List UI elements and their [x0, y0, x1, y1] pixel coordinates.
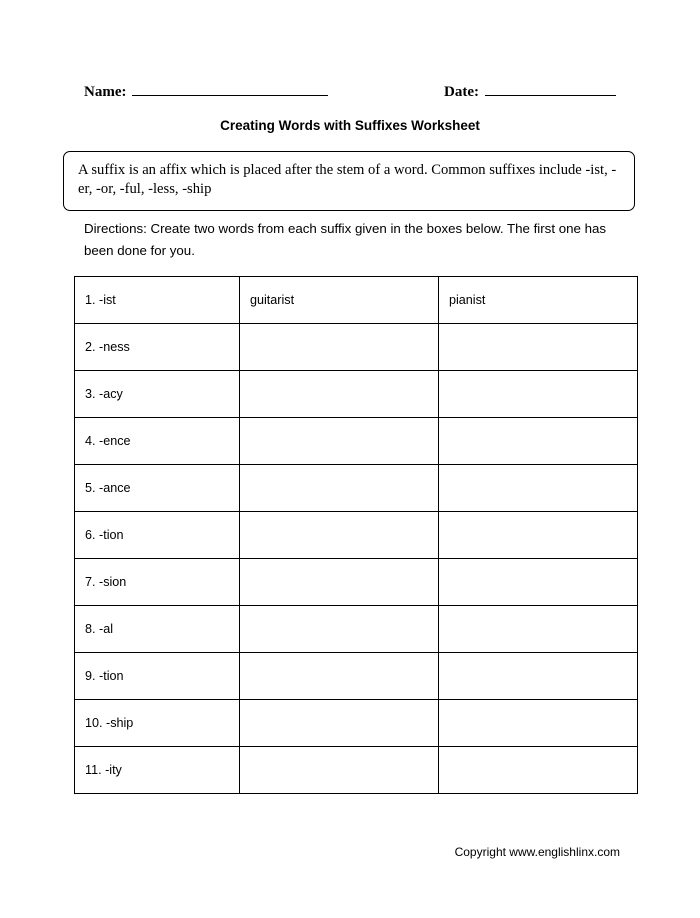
word-cell-1[interactable] — [239, 700, 438, 747]
word-cell-2[interactable] — [438, 512, 637, 559]
suffix-cell: 9. -tion — [75, 653, 240, 700]
name-label: Name: — [84, 84, 127, 100]
table-row — [75, 418, 638, 465]
suffix-cell: 4. -ence — [75, 418, 240, 465]
table-row — [75, 747, 638, 794]
date-blank-line[interactable] — [485, 94, 616, 96]
suffix-cell: 1. -ist — [75, 277, 240, 324]
word-cell-2[interactable] — [438, 653, 637, 700]
word-cell-1[interactable] — [239, 465, 438, 512]
directions-text: Directions: Create two words from each suffix given in the boxes below. The first one has been done for you. — [84, 221, 607, 258]
copyright-notice: Copyright www.englishlinx.com — [454, 845, 620, 859]
table-row — [75, 700, 638, 747]
suffix-cell: 7. -sion — [75, 559, 240, 606]
suffix-cell: 10. -ship — [75, 700, 240, 747]
suffix-cell: 11. -ity — [75, 747, 240, 794]
suffix-table — [74, 276, 638, 794]
table-row — [75, 277, 638, 324]
word-cell-2[interactable] — [438, 324, 637, 371]
word-cell-2[interactable] — [438, 559, 637, 606]
suffix-cell: 3. -acy — [75, 371, 240, 418]
table-row — [75, 324, 638, 371]
table-row — [75, 512, 638, 559]
word-cell-1[interactable] — [239, 653, 438, 700]
table-row — [75, 371, 638, 418]
suffix-cell: 8. -al — [75, 606, 240, 653]
word-cell-1[interactable] — [239, 606, 438, 653]
name-date-row — [84, 84, 616, 101]
word-cell-1[interactable] — [239, 747, 438, 794]
name-blank-line[interactable] — [132, 94, 328, 96]
word-cell-1[interactable] — [239, 418, 438, 465]
word-cell-1[interactable] — [239, 324, 438, 371]
suffix-cell: 5. -ance — [75, 465, 240, 512]
word-cell-2[interactable] — [438, 465, 637, 512]
word-cell-2[interactable] — [438, 371, 637, 418]
word-cell-1[interactable] — [239, 512, 438, 559]
table-row — [75, 606, 638, 653]
word-cell-1[interactable] — [239, 371, 438, 418]
definition-box: A suffix is an affix which is placed after the stem of a word. Common suffixes include -ist, -er, -or, -ful, -less, -ship — [63, 151, 635, 211]
word-cell-2[interactable] — [438, 418, 637, 465]
word-cell-2[interactable] — [438, 700, 637, 747]
word-cell-2[interactable]: pianist — [438, 277, 637, 324]
word-cell-1[interactable] — [239, 559, 438, 606]
table-row — [75, 465, 638, 512]
date-label: Date: — [444, 84, 479, 100]
name-group — [84, 84, 328, 101]
date-group — [444, 84, 616, 101]
word-cell-1[interactable]: guitarist — [239, 277, 438, 324]
table-row — [75, 559, 638, 606]
word-cell-2[interactable] — [438, 747, 637, 794]
suffix-cell: 6. -tion — [75, 512, 240, 559]
table-row — [75, 653, 638, 700]
page-title: Creating Words with Suffixes Worksheet — [220, 118, 480, 133]
word-cell-2[interactable] — [438, 606, 637, 653]
suffix-cell: 2. -ness — [75, 324, 240, 371]
